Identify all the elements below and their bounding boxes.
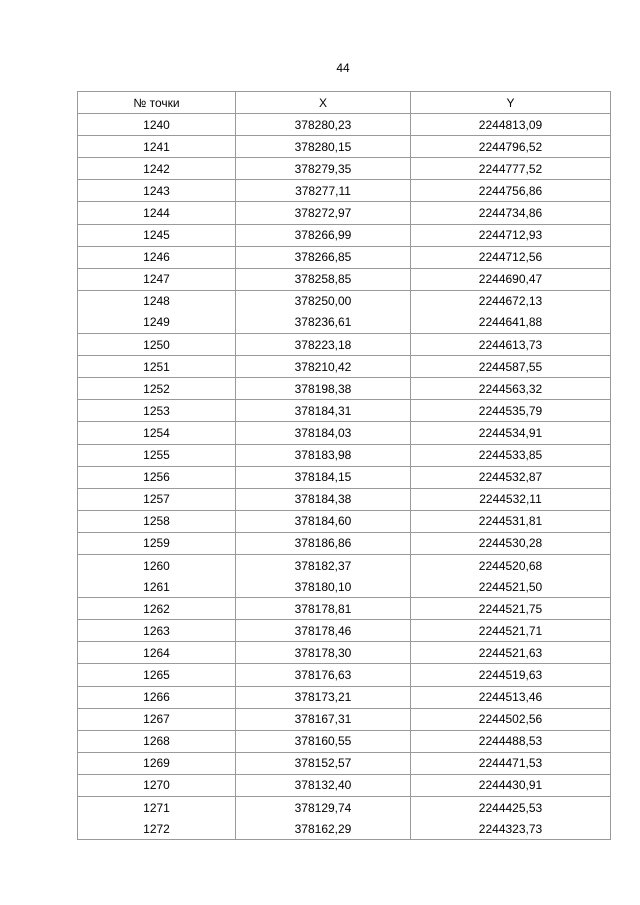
cell-y: 2244641,88 — [411, 312, 611, 334]
table-row — [78, 708, 611, 730]
cell-y: 2244672,13 — [411, 290, 611, 312]
cell-y: 2244531,81 — [411, 510, 611, 532]
cell-y: 2244532,87 — [411, 466, 611, 488]
cell-x: 378183,98 — [236, 444, 411, 466]
table-row — [78, 224, 611, 246]
cell-point-number: 1240 — [78, 114, 236, 136]
cell-x: 378167,31 — [236, 708, 411, 730]
cell-x: 378210,42 — [236, 356, 411, 378]
table-row — [78, 532, 611, 554]
table-row — [78, 598, 611, 620]
cell-point-number: 1247 — [78, 268, 236, 290]
coordinates-table — [77, 91, 611, 840]
table-row — [78, 356, 611, 378]
table-row — [78, 378, 611, 400]
cell-y: 2244520,68 — [411, 554, 611, 576]
cell-x: 378272,97 — [236, 202, 411, 224]
cell-y: 2244521,71 — [411, 620, 611, 642]
table-row — [78, 554, 611, 576]
cell-x: 378160,55 — [236, 730, 411, 752]
cell-x: 378280,23 — [236, 114, 411, 136]
header-point-number: № точки — [78, 92, 236, 114]
table-row — [78, 576, 611, 598]
header-row — [78, 92, 611, 114]
cell-y: 2244519,63 — [411, 664, 611, 686]
cell-y: 2244425,53 — [411, 797, 611, 819]
cell-point-number: 1254 — [78, 422, 236, 444]
cell-y: 2244521,50 — [411, 576, 611, 598]
cell-point-number: 1262 — [78, 598, 236, 620]
cell-point-number: 1269 — [78, 752, 236, 774]
table-row — [78, 620, 611, 642]
cell-point-number: 1258 — [78, 510, 236, 532]
cell-x: 378184,03 — [236, 422, 411, 444]
table-row — [78, 334, 611, 356]
cell-y: 2244813,09 — [411, 114, 611, 136]
cell-point-number: 1252 — [78, 378, 236, 400]
table-row — [78, 774, 611, 796]
cell-point-number: 1272 — [78, 818, 236, 840]
table-row — [78, 290, 611, 312]
cell-point-number: 1246 — [78, 246, 236, 268]
cell-x: 378129,74 — [236, 797, 411, 819]
cell-y: 2244533,85 — [411, 444, 611, 466]
cell-point-number: 1259 — [78, 532, 236, 554]
table-row — [78, 114, 611, 136]
cell-point-number: 1253 — [78, 400, 236, 422]
header-x: X — [236, 92, 411, 114]
cell-x: 378178,30 — [236, 642, 411, 664]
table-row — [78, 510, 611, 532]
cell-y: 2244756,86 — [411, 180, 611, 202]
cell-y: 2244712,56 — [411, 246, 611, 268]
cell-point-number: 1265 — [78, 664, 236, 686]
cell-x: 378162,29 — [236, 818, 411, 840]
cell-point-number: 1245 — [78, 224, 236, 246]
cell-point-number: 1249 — [78, 312, 236, 334]
table-body — [78, 114, 611, 840]
cell-point-number: 1251 — [78, 356, 236, 378]
cell-y: 2244563,32 — [411, 378, 611, 400]
cell-x: 378180,10 — [236, 576, 411, 598]
cell-x: 378184,38 — [236, 488, 411, 510]
cell-x: 378184,15 — [236, 466, 411, 488]
cell-y: 2244796,52 — [411, 136, 611, 158]
cell-x: 378178,81 — [236, 598, 411, 620]
table-row — [78, 136, 611, 158]
table-row — [78, 202, 611, 224]
cell-point-number: 1263 — [78, 620, 236, 642]
cell-point-number: 1268 — [78, 730, 236, 752]
cell-x: 378182,37 — [236, 554, 411, 576]
cell-x: 378277,11 — [236, 180, 411, 202]
table-row — [78, 730, 611, 752]
table-row — [78, 400, 611, 422]
table-row — [78, 664, 611, 686]
cell-x: 378223,18 — [236, 334, 411, 356]
cell-point-number: 1243 — [78, 180, 236, 202]
cell-point-number: 1270 — [78, 774, 236, 796]
cell-point-number: 1267 — [78, 708, 236, 730]
cell-x: 378198,38 — [236, 378, 411, 400]
cell-x: 378280,15 — [236, 136, 411, 158]
cell-x: 378250,00 — [236, 290, 411, 312]
cell-y: 2244521,75 — [411, 598, 611, 620]
cell-point-number: 1266 — [78, 686, 236, 708]
table-row — [78, 180, 611, 202]
cell-point-number: 1244 — [78, 202, 236, 224]
cell-x: 378236,61 — [236, 312, 411, 334]
table-row — [78, 422, 611, 444]
cell-point-number: 1264 — [78, 642, 236, 664]
cell-point-number: 1241 — [78, 136, 236, 158]
cell-x: 378279,35 — [236, 158, 411, 180]
cell-y: 2244535,79 — [411, 400, 611, 422]
cell-point-number: 1242 — [78, 158, 236, 180]
cell-x: 378258,85 — [236, 268, 411, 290]
cell-y: 2244323,73 — [411, 818, 611, 840]
table-row — [78, 642, 611, 664]
table-row — [78, 312, 611, 334]
page-number: 44 — [336, 61, 350, 75]
header-y: Y — [411, 92, 611, 114]
table-row — [78, 158, 611, 180]
cell-y: 2244532,11 — [411, 488, 611, 510]
cell-x: 378266,85 — [236, 246, 411, 268]
cell-y: 2244530,28 — [411, 532, 611, 554]
cell-y: 2244777,52 — [411, 158, 611, 180]
table-row — [78, 444, 611, 466]
cell-y: 2244430,91 — [411, 774, 611, 796]
cell-x: 378184,60 — [236, 510, 411, 532]
cell-point-number: 1257 — [78, 488, 236, 510]
table-row — [78, 752, 611, 774]
cell-y: 2244587,55 — [411, 356, 611, 378]
cell-x: 378173,21 — [236, 686, 411, 708]
cell-point-number: 1255 — [78, 444, 236, 466]
cell-x: 378176,63 — [236, 664, 411, 686]
cell-y: 2244734,86 — [411, 202, 611, 224]
cell-x: 378186,86 — [236, 532, 411, 554]
cell-point-number: 1250 — [78, 334, 236, 356]
table-header — [78, 92, 611, 114]
table-row — [78, 466, 611, 488]
cell-y: 2244613,73 — [411, 334, 611, 356]
cell-y: 2244513,46 — [411, 686, 611, 708]
cell-x: 378178,46 — [236, 620, 411, 642]
cell-x: 378184,31 — [236, 400, 411, 422]
cell-y: 2244502,56 — [411, 708, 611, 730]
cell-point-number: 1260 — [78, 554, 236, 576]
cell-x: 378152,57 — [236, 752, 411, 774]
cell-y: 2244534,91 — [411, 422, 611, 444]
table-row — [78, 268, 611, 290]
cell-point-number: 1261 — [78, 576, 236, 598]
table-row — [78, 818, 611, 840]
cell-y: 2244712,93 — [411, 224, 611, 246]
cell-point-number: 1271 — [78, 797, 236, 819]
cell-y: 2244471,53 — [411, 752, 611, 774]
cell-y: 2244488,53 — [411, 730, 611, 752]
table-row — [78, 246, 611, 268]
cell-point-number: 1248 — [78, 290, 236, 312]
table-row — [78, 686, 611, 708]
cell-y: 2244521,63 — [411, 642, 611, 664]
cell-x: 378266,99 — [236, 224, 411, 246]
cell-x: 378132,40 — [236, 774, 411, 796]
cell-point-number: 1256 — [78, 466, 236, 488]
table-row — [78, 797, 611, 819]
table-row — [78, 488, 611, 510]
cell-y: 2244690,47 — [411, 268, 611, 290]
